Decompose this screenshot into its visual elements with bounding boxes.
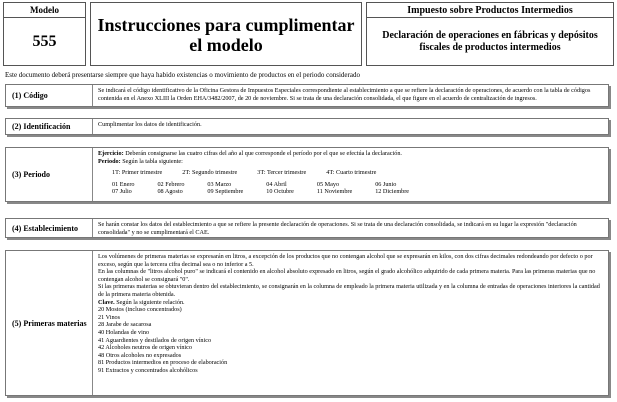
code-item: 81 Productos intermedios en proceso de elaboración (98, 359, 228, 367)
ejercicio-text: Deberán consignarse las cuatro cifras del año al que corresponde el período por el que se efectúa la declaración. (125, 150, 402, 157)
page-title: Instrucciones para cumplimentar el modelo (97, 15, 355, 55)
section-label: (3) Periodo (6, 148, 93, 201)
intro-text: Este documento deberá presentarse siempre que haya habido existencias o movimiento de productos en el periodo considerado (5, 71, 360, 79)
materias-paragraph-3: Si las primeras materias se obtuvieran dentro del establecimiento, se consignarán en la columna de empleado la primera materia utilizada y en la columna de entradas de operaciones interiores la cantidad de la primera materia obtenida. (98, 283, 600, 298)
code-item: 91 Extractos y concentrados alcohólicos (98, 366, 198, 374)
month-item: 06 Junio (375, 180, 397, 188)
section-text: Cumplimentar los datos de identificación. (98, 121, 202, 128)
month-item: 10 Octubre (266, 188, 294, 196)
code-item: 21 Vinos (98, 313, 121, 321)
section-label: (1) Código (6, 85, 93, 106)
materias-paragraph-1: Los volúmenes de primeras materias se expresarán en litros, a excepción de los productos que no contengan alcohol que se expresarán en kilos, con dos cifras decimales redondeando por defecto o por exceso, según que la tercera cifra decimal sea o no inferior a 5. (98, 253, 593, 268)
section-text: Se harán constar los datos del establecimiento a que se refiere la presente declaración de operaciones. Si se trata de una declaración consolidada, se indicará en su lugar la expresión "declaración consolidada" y no se cumplimentará el CAE. (98, 221, 577, 236)
title-box (90, 2, 362, 66)
code-item: 20 Mostos (incluso concentrados) (98, 306, 182, 314)
quarter-item: 1T: Primer trimestre (112, 169, 163, 177)
ejercicio-label: Ejercicio: (98, 150, 124, 157)
tax-name: Impuesto sobre Productos Intermedios (367, 4, 613, 18)
modelo-number: 555 (32, 33, 57, 50)
code-item: 48 Otros alcoholes no expresados (98, 351, 182, 359)
code-item: 41 Aguardientes y destilados de origen vínico (98, 336, 212, 344)
month-item: 03 Marzo (207, 180, 232, 188)
months-grid (112, 181, 422, 196)
quarter-item: 4T: Cuarto trimestre (326, 169, 377, 177)
tax-box (366, 2, 614, 66)
section-primeras-materias (5, 250, 609, 396)
section-label: (2) Identificación (6, 119, 93, 134)
section-label: (5) Primeras materias (6, 251, 93, 395)
month-item: 08 Agosto (157, 188, 183, 196)
section-codigo (5, 84, 609, 107)
section-identificacion (5, 118, 609, 135)
month-item: 02 Febrero (157, 180, 185, 188)
materias-paragraph-2: En las columnas de "litros alcohol puro" se indicará el contenido en alcohol absoluto expresado en litros, según el grado alcohólico adquirido de cada primera materia. Para las primeras materias que no contengan alcohol se consignará "0". (98, 268, 596, 283)
month-item: 04 Abril (266, 180, 287, 188)
month-item: 11 Noviembre (316, 188, 353, 196)
section-content (94, 148, 608, 198)
tax-subtitle: Declaración de operaciones en fábricas y depósitos fiscales de productos intermedios (382, 30, 598, 53)
code-item: 28 Jarabe de sacarosa (98, 321, 152, 329)
modelo-label: Modelo (4, 4, 85, 18)
clave-text: Según la siguiente relación. (116, 298, 185, 306)
periodo-line (98, 158, 604, 166)
section-text: Se indicará el código identificativo de la Oficina Gestora de Impuestos Especiales correspondiente al establecimiento a que se refiere la declaración de operaciones, de acuerdo con la tabla de códigos contenida en el Anexo XLIII la Orden EHA/3482/2007, de 20 de noviembre. Si se trata de una declaración consolidada, el que figure en el acuerdo de centralización de ingresos. (98, 87, 591, 102)
month-item: 09 Septiembre (207, 188, 244, 196)
month-item: 07 Julio (112, 188, 132, 196)
month-item: 05 Mayo (316, 180, 340, 188)
quarter-item: 3T: Tercer trimestre (257, 169, 307, 177)
section-establecimiento (5, 218, 609, 238)
periodo-label: Periodo: (98, 157, 121, 165)
month-item: 01 Enero (112, 180, 135, 188)
code-item: 42 Alcoholes neutros de origen vínico (98, 344, 192, 352)
modelo-box (3, 2, 86, 66)
month-item: 12 Diciembre (375, 188, 410, 196)
quarters-row (112, 169, 604, 177)
clave-label: Clave. (98, 298, 115, 306)
clave-line (98, 299, 604, 307)
code-item: 40 Holandas de vino (98, 328, 150, 336)
section-periodo (5, 147, 609, 202)
periodo-text: Según la tabla siguiente: (122, 157, 183, 165)
section-label: (4) Establecimiento (6, 219, 93, 237)
section-content (94, 251, 608, 377)
quarter-item: 2T: Segundo trimestre (182, 169, 238, 177)
ejercicio-line (98, 150, 604, 158)
